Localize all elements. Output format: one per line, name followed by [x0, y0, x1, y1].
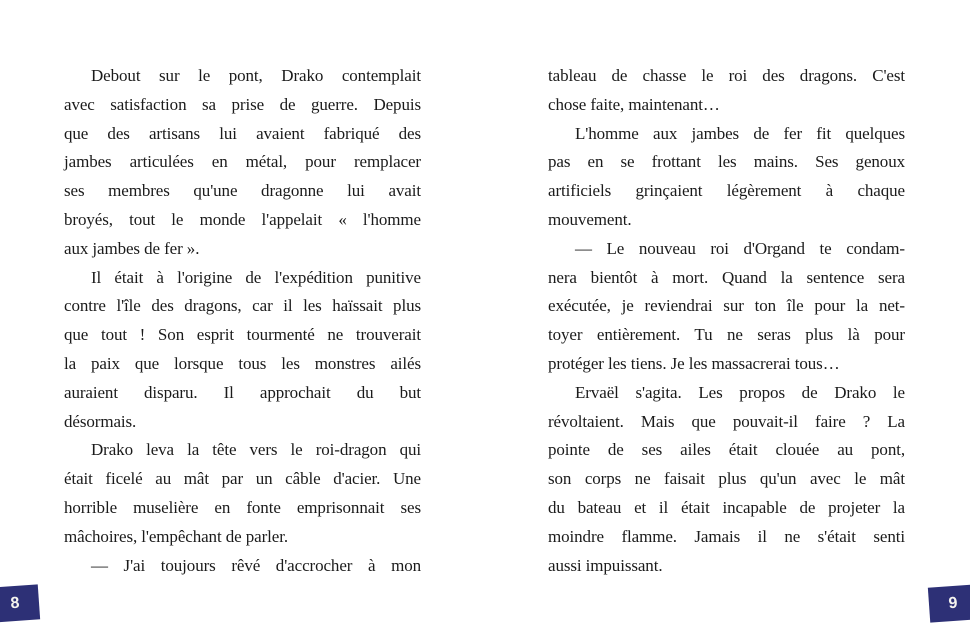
left-page-text-column	[64, 62, 421, 580]
text-line: aussi impuissant.	[548, 555, 663, 575]
text-line: — J'ai toujours rêvé d'accrocher à mon	[91, 555, 421, 575]
text-line: L'homme aux jambes de fer fit quelques	[575, 123, 905, 143]
text-line: Debout sur le pont, Drako contemplait	[91, 66, 421, 85]
text-line: jambes articulées en métal, pour remplacer	[64, 152, 421, 172]
text-line: broyés, tout le monde l'appelait « l'homme	[64, 209, 421, 229]
page-number-badge-right	[928, 584, 970, 622]
text-line: son corps ne faisait plus qu'un avec le mât	[548, 469, 905, 489]
text-line: exécutée, je reviendrai sur ton île pour la net-	[548, 296, 905, 316]
text-line: la paix que lorsque tous les monstres ailés	[64, 353, 421, 373]
text-line: Drako leva la tête vers le roi-dragon qui	[91, 440, 421, 460]
text-line: désormais.	[64, 411, 137, 431]
text-line: nera bientôt à mort. Quand la sentence sera	[548, 267, 905, 287]
text-line: était ficelé au mât par un câble d'acier. Une	[64, 469, 421, 489]
page-number-badge-left	[0, 584, 40, 622]
text-line: du bateau et il était incapable de projeter la	[548, 497, 905, 517]
text-line: pas en se frottant les mains. Ses genoux	[548, 152, 905, 172]
text-line: chose faite, maintenant…	[548, 94, 720, 114]
text-line: révoltaient. Mais que pouvait-il faire ? La	[548, 411, 905, 431]
text-line: que tout ! Son esprit tourmenté ne trouverait	[64, 325, 421, 345]
text-line: mouvement.	[548, 209, 632, 229]
text-line: protéger les tiens. Je les massacrerai tous…	[548, 353, 840, 373]
text-line: artificiels grinçaient légèrement à chaque	[548, 181, 905, 201]
text-line: Il était à l'origine de l'expédition punitive	[91, 267, 421, 287]
text-line: que des artisans lui avaient fabriqué des	[64, 123, 421, 143]
text-line: Ervaël s'agita. Les propos de Drako le	[575, 382, 905, 402]
text-line: horrible muselière en fonte emprisonnait ses	[64, 497, 421, 517]
text-line: — Le nouveau roi d'Organd te condam-	[575, 238, 905, 258]
text-line: pointe de ses ailes était clouée au pont,	[548, 440, 905, 460]
text-line: ses membres qu'une dragonne lui avait	[64, 181, 421, 201]
text-line: aux jambes de fer ».	[64, 238, 200, 258]
right-page-text-column	[548, 62, 905, 580]
text-line: toyer entièrement. Tu ne seras plus là pour	[548, 325, 905, 345]
text-line: moindre flamme. Jamais il ne s'était senti	[548, 526, 905, 546]
text-line: tableau de chasse le roi des dragons. C'est	[548, 66, 905, 85]
text-line: auraient disparu. Il approchait du but	[64, 382, 421, 402]
text-line: contre l'île des dragons, car il les haïssait plus	[64, 296, 421, 316]
page-number-left: 8	[9, 594, 21, 612]
page-number-right: 9	[947, 594, 959, 612]
text-line: mâchoires, l'empêchant de parler.	[64, 526, 288, 546]
text-line: avec satisfaction sa prise de guerre. Depuis	[64, 94, 421, 114]
